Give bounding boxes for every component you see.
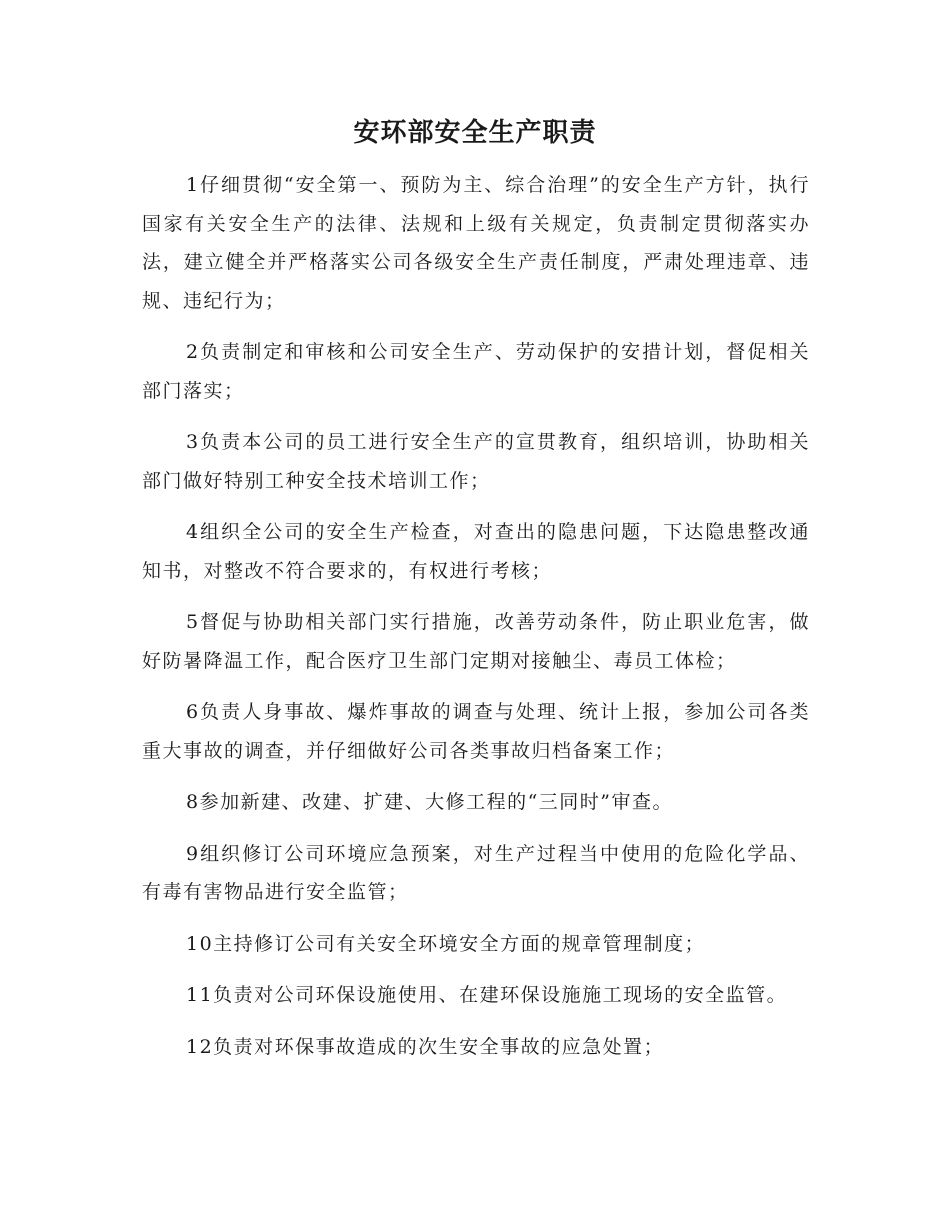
paragraph-item-2: 2负责制定和审核和公司安全生产、劳动保护的安措计划，督促相关部门落实； [142,341,810,402]
paragraph-item-4: 4组织全公司的安全生产检查，对查出的隐患问题，下达隐患整改通知书，对整改不符合要求的，有权进行考核； [142,521,810,582]
paragraph-item-10: 10主持修订公司有关安全环境安全方面的规章管理制度； [186,932,706,955]
paragraph-item-9: 9组织修订公司环境应急预案，对生产过程当中使用的危险化学品、有毒有害物品进行安全监管； [142,842,810,903]
paragraph-item-5: 5督促与协助相关部门实行措施，改善劳动条件，防止职业危害，做好防暑降温工作，配合医疗卫生部门定期对接触尘、毒员工体检； [142,611,810,672]
paragraph-item-12: 12负责对环保事故造成的次生安全事故的应急处置； [186,1035,665,1058]
document-title: 安环部安全生产职责 [353,118,597,148]
document-body [142,166,810,1079]
paragraph-item-3: 3负责本公司的员工进行安全生产的宣贯教育，组织培训，协助相关部门做好特别工种安全技术培训工作； [142,431,810,492]
paragraph-item-8: 8参加新建、改建、扩建、大修工程的“三同时”审查。 [186,791,674,813]
paragraph-item-11: 11负责对公司环保设施使用、在建环保设施施工现场的安全监管。 [186,984,788,1006]
paragraph-item-6: 6负责人身事故、爆炸事故的调查与处理、统计上报，参加公司各类重大事故的调查，并仔细做好公司各类事故归档备案工作； [142,701,810,762]
paragraph-item-1: 1仔细贯彻“安全第一、预防为主、综合治理”的安全生产方针，执行国家有关安全生产的法律、法规和上级有关规定，负责制定贯彻落实办法，建立健全并严格落实公司各级安全生产责任制度，严肃处理违章、违规、违纪行为； [142,174,810,312]
